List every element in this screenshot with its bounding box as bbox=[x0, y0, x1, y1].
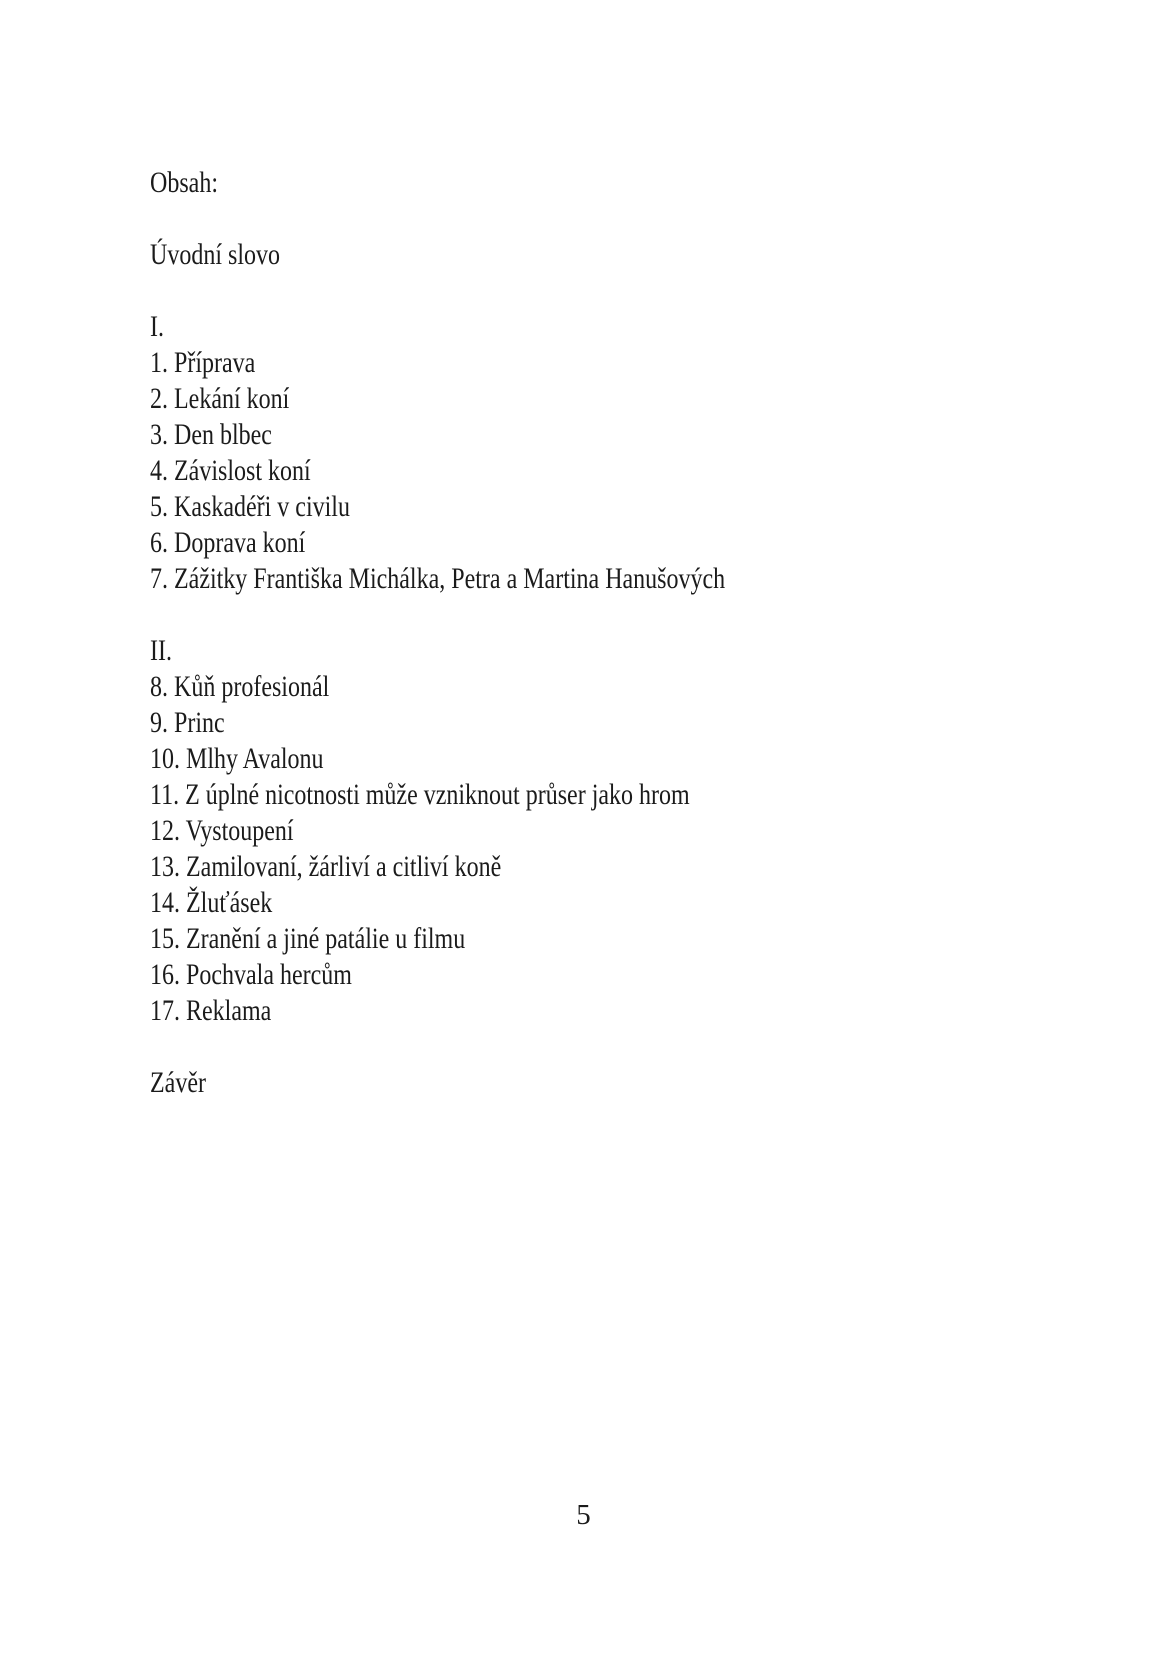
toc-entry: 10. Mlhy Avalonu bbox=[150, 742, 324, 775]
toc-outro-entry: Závěr bbox=[150, 1066, 206, 1099]
toc-entry: 15. Zranění a jiné patálie u filmu bbox=[150, 922, 466, 955]
toc-entry: 17. Reklama bbox=[150, 994, 272, 1027]
blank-line bbox=[150, 597, 725, 633]
toc-entry: 5. Kaskadéři v civilu bbox=[150, 490, 350, 523]
blank-line bbox=[150, 201, 725, 237]
section-2-heading: II. bbox=[150, 634, 172, 667]
blank-line bbox=[150, 273, 725, 309]
toc-entry: 11. Z úplné nicotnosti může vzniknout průser jako hrom bbox=[150, 778, 690, 811]
toc-entry: 14. Žluťásek bbox=[150, 886, 273, 919]
toc-entry: 3. Den blbec bbox=[150, 418, 272, 451]
toc-entry: 16. Pochvala hercům bbox=[150, 958, 352, 991]
toc-entry: 13. Zamilovaní, žárliví a citliví koně bbox=[150, 850, 502, 883]
toc-entry: 2. Lekání koní bbox=[150, 382, 290, 415]
toc-entry: 7. Zážitky Františka Michálka, Petra a Martina Hanušových bbox=[150, 562, 726, 595]
toc-entry: 9. Princ bbox=[150, 706, 225, 739]
toc-entry: 8. Kůň profesionál bbox=[150, 670, 330, 703]
toc-title: Obsah: bbox=[150, 166, 218, 199]
table-of-contents bbox=[150, 165, 725, 1101]
section-1-heading: I. bbox=[150, 310, 164, 343]
toc-entry: 12. Vystoupení bbox=[150, 814, 294, 847]
toc-entry: 6. Doprava koní bbox=[150, 526, 306, 559]
page-number: 5 bbox=[576, 1499, 591, 1531]
toc-entry: 1. Příprava bbox=[150, 346, 256, 379]
blank-line bbox=[150, 1029, 725, 1065]
toc-entry: 4. Závislost koní bbox=[150, 454, 311, 487]
toc-intro-entry: Úvodní slovo bbox=[150, 238, 281, 271]
